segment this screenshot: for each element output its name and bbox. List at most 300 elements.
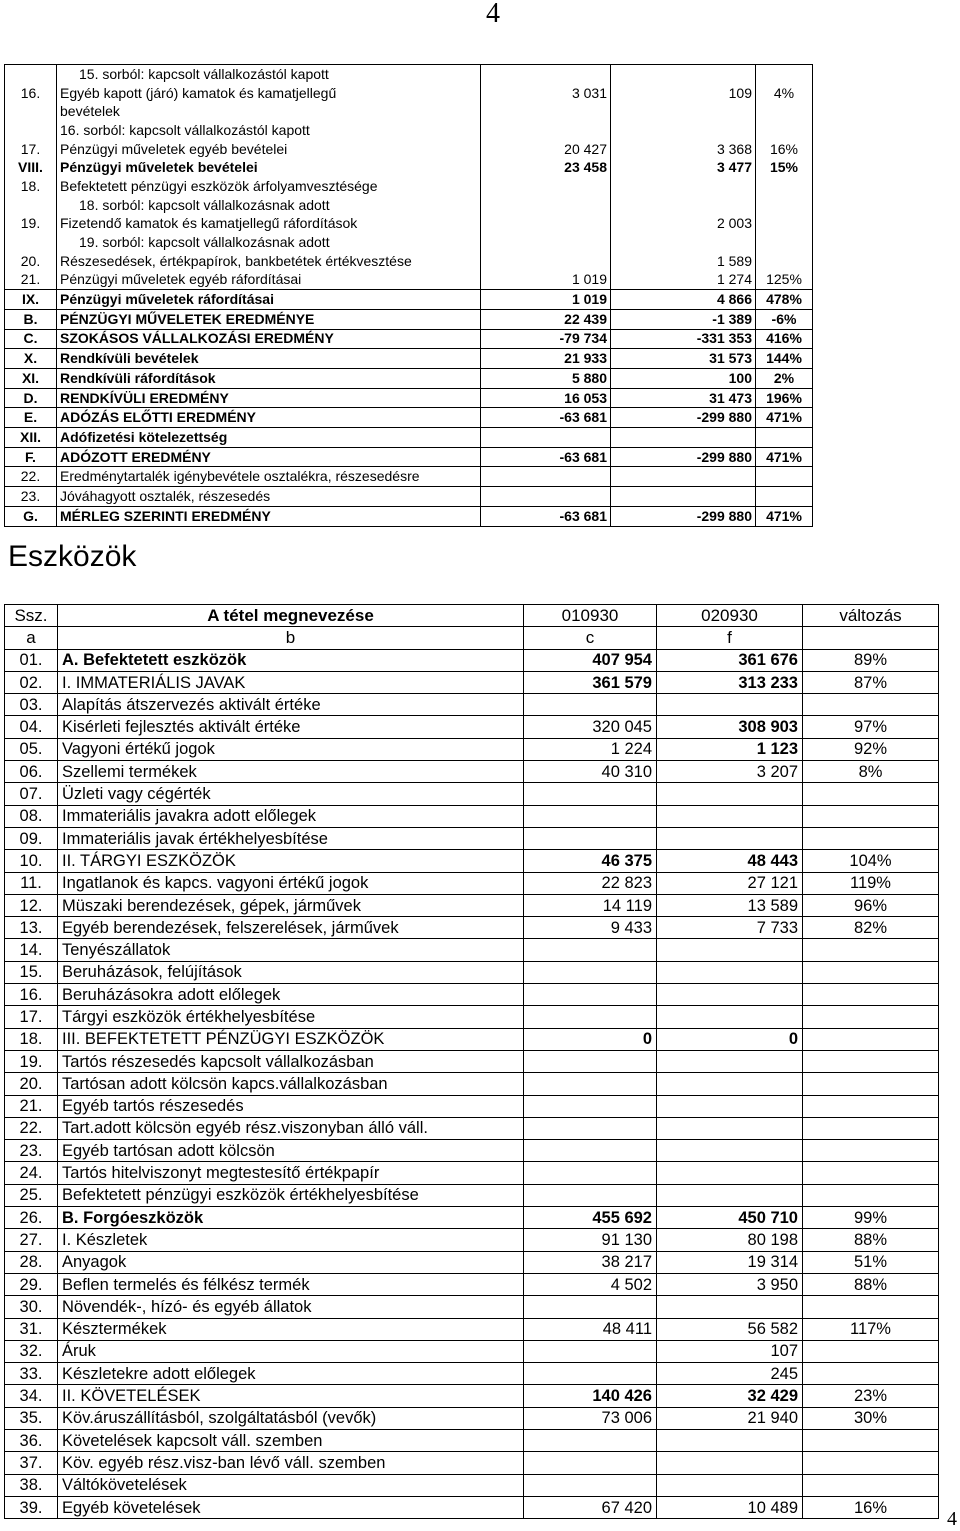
value-period-1	[481, 467, 611, 487]
value-period-2: 13 589	[657, 894, 803, 916]
row-label: Eredménytartalék igénybevétele osztalékra, részesedésre	[57, 467, 481, 487]
row-label: B. Forgóeszközök	[58, 1207, 524, 1229]
change-percent: 88%	[803, 1273, 939, 1295]
table-row	[5, 65, 813, 84]
change-percent	[756, 177, 813, 196]
row-label: Váltókövetelések	[58, 1474, 524, 1496]
table-row	[5, 329, 813, 349]
assets-table	[4, 604, 939, 1519]
value-period-1: -63 681	[481, 408, 611, 428]
row-label: Követelések kapcsolt váll. szemben	[58, 1429, 524, 1451]
value-period-2: -299 880	[611, 408, 756, 428]
financial-results-table	[4, 64, 813, 527]
change-percent: 99%	[803, 1207, 939, 1229]
table-row	[5, 1140, 939, 1162]
value-period-2: 308 903	[657, 716, 803, 738]
table-row	[5, 215, 813, 234]
value-period-1	[481, 233, 611, 252]
value-period-2	[657, 827, 803, 849]
change-percent	[756, 102, 813, 121]
table-row	[5, 1452, 939, 1474]
row-number: 04.	[5, 716, 58, 738]
row-label: PÉNZÜGYI MŰVELETEK EREDMÉNYE	[57, 309, 481, 329]
row-number	[5, 196, 57, 215]
change-percent	[803, 961, 939, 983]
value-period-2: 7 733	[657, 917, 803, 939]
value-period-2	[611, 121, 756, 140]
row-label: A. Befektetett eszközök	[58, 649, 524, 671]
table-row	[5, 121, 813, 140]
row-number: E.	[5, 408, 57, 428]
row-label: Késztermékek	[58, 1318, 524, 1340]
row-label: Pénzügyi műveletek bevételei	[57, 158, 481, 177]
row-label: II. TÁRGYI ESZKÖZÖK	[58, 850, 524, 872]
value-period-2	[611, 177, 756, 196]
row-number: 22.	[5, 467, 57, 487]
value-period-1: 0	[524, 1028, 657, 1050]
value-period-2: -1 389	[611, 309, 756, 329]
row-label: Adófizetési kötelezettség	[57, 428, 481, 448]
value-period-2: 1 589	[611, 252, 756, 271]
row-number: XII.	[5, 428, 57, 448]
row-number: 26.	[5, 1207, 58, 1229]
value-period-1: 14 119	[524, 894, 657, 916]
page-number: 4	[486, 0, 500, 29]
table-row	[5, 850, 939, 872]
row-number: D.	[5, 388, 57, 408]
value-period-2	[611, 428, 756, 448]
change-percent: 471%	[756, 408, 813, 428]
value-period-1: 40 310	[524, 761, 657, 783]
value-period-2	[657, 805, 803, 827]
row-label: ADÓZÁS ELŐTTI EREDMÉNY	[57, 408, 481, 428]
row-number: 07.	[5, 783, 58, 805]
letter-empty	[803, 627, 939, 649]
change-percent: 51%	[803, 1251, 939, 1273]
value-period-2: 31 573	[611, 349, 756, 369]
value-period-2: 3 368	[611, 140, 756, 159]
table-row	[5, 805, 939, 827]
value-period-2: 56 582	[657, 1318, 803, 1340]
table-row	[5, 761, 939, 783]
value-period-1: 1 019	[481, 290, 611, 310]
row-number: VIII.	[5, 158, 57, 177]
value-period-2: 10 489	[657, 1496, 803, 1518]
table-row	[5, 290, 813, 310]
row-number	[5, 121, 57, 140]
table-row	[5, 309, 813, 329]
change-percent	[756, 215, 813, 234]
row-label: Tart.adott kölcsön egyéb rész.viszonyban álló váll.	[58, 1117, 524, 1139]
row-number: 09.	[5, 827, 58, 849]
row-label: Anyagok	[58, 1251, 524, 1273]
value-period-1: 1 224	[524, 738, 657, 760]
table-row	[5, 694, 939, 716]
value-period-2	[657, 694, 803, 716]
row-number: C.	[5, 329, 57, 349]
value-period-2: 109	[611, 84, 756, 103]
header-ssz: Ssz.	[5, 605, 58, 627]
value-period-1	[524, 1073, 657, 1095]
row-number: F.	[5, 447, 57, 467]
table-row	[5, 428, 813, 448]
table-row	[5, 716, 939, 738]
row-number: 14.	[5, 939, 58, 961]
change-percent: 471%	[756, 506, 813, 526]
row-label: Üzleti vagy cégérték	[58, 783, 524, 805]
header-change: változás	[803, 605, 939, 627]
value-period-1	[524, 694, 657, 716]
value-period-2: -299 880	[611, 447, 756, 467]
row-label: Müszaki berendezések, gépek, járművek	[58, 894, 524, 916]
value-period-2: 1 123	[657, 738, 803, 760]
change-percent	[803, 1452, 939, 1474]
row-label: Növendék-, hízó- és egyéb állatok	[58, 1296, 524, 1318]
change-percent	[803, 984, 939, 1006]
value-period-2	[657, 1073, 803, 1095]
value-period-1	[524, 1095, 657, 1117]
row-label: Befektetett pénzügyi eszközök árfolyamvesztésége	[57, 177, 481, 196]
value-period-2	[657, 1452, 803, 1474]
table-row	[5, 1407, 939, 1429]
row-number: 18.	[5, 1028, 58, 1050]
value-period-1: 1 019	[481, 271, 611, 290]
value-period-2	[657, 1006, 803, 1028]
table-row	[5, 1363, 939, 1385]
row-label: Egyéb kapott (járó) kamatok és kamatjellegű	[57, 84, 481, 103]
change-percent	[803, 1050, 939, 1072]
change-percent	[803, 1073, 939, 1095]
table-row	[5, 894, 939, 916]
change-percent	[803, 1474, 939, 1496]
row-number: 28.	[5, 1251, 58, 1273]
value-period-1: 21 933	[481, 349, 611, 369]
row-number: 33.	[5, 1363, 58, 1385]
value-period-2	[657, 961, 803, 983]
change-percent	[803, 805, 939, 827]
row-label: 18. sorból: kapcsolt vállalkozásnak adott	[57, 196, 481, 215]
value-period-1	[481, 252, 611, 271]
table-row	[5, 917, 939, 939]
table-row	[5, 671, 939, 693]
table-row	[5, 1028, 939, 1050]
table-row	[5, 1273, 939, 1295]
value-period-1: -63 681	[481, 447, 611, 467]
change-percent: 16%	[756, 140, 813, 159]
table-row	[5, 939, 939, 961]
change-percent	[803, 1095, 939, 1117]
value-period-2: 32 429	[657, 1385, 803, 1407]
change-percent	[803, 1363, 939, 1385]
value-period-1	[524, 1184, 657, 1206]
row-number: 23.	[5, 487, 57, 507]
value-period-2	[611, 102, 756, 121]
row-number: 12.	[5, 894, 58, 916]
value-period-2: 3 477	[611, 158, 756, 177]
value-period-2: 107	[657, 1340, 803, 1362]
row-label: I. Készletek	[58, 1229, 524, 1251]
table-row	[5, 1318, 939, 1340]
table-row	[5, 84, 813, 103]
value-period-1	[524, 1162, 657, 1184]
change-percent	[756, 121, 813, 140]
header-period-1: 010930	[524, 605, 657, 627]
row-label: MÉRLEG SZERINTI EREDMÉNY	[57, 506, 481, 526]
change-percent: 97%	[803, 716, 939, 738]
table-row	[5, 140, 813, 159]
table-row	[5, 649, 939, 671]
value-period-1: 455 692	[524, 1207, 657, 1229]
table-row	[5, 1095, 939, 1117]
row-number: G.	[5, 506, 57, 526]
row-label: Részesedések, értékpapírok, bankbetétek értékvesztése	[57, 252, 481, 271]
value-period-1	[524, 1050, 657, 1072]
table-row	[5, 233, 813, 252]
assets-letter-row	[5, 627, 939, 649]
change-percent	[756, 196, 813, 215]
value-period-2: 27 121	[657, 872, 803, 894]
row-number: 11.	[5, 872, 58, 894]
row-label: Jóváhagyott osztalék, részesedés	[57, 487, 481, 507]
value-period-1	[524, 1006, 657, 1028]
change-percent: 119%	[803, 872, 939, 894]
value-period-1	[524, 1363, 657, 1385]
change-percent	[756, 467, 813, 487]
change-percent	[803, 694, 939, 716]
row-label: Egyéb berendezések, felszerelések, járművek	[58, 917, 524, 939]
value-period-2	[657, 1162, 803, 1184]
row-label: Rendkívüli bevételek	[57, 349, 481, 369]
change-percent	[803, 1006, 939, 1028]
value-period-2: 2 003	[611, 215, 756, 234]
change-percent	[803, 827, 939, 849]
value-period-2: 80 198	[657, 1229, 803, 1251]
value-period-2	[657, 1117, 803, 1139]
row-number: 21.	[5, 271, 57, 290]
value-period-1: 23 458	[481, 158, 611, 177]
section-title: Eszközök	[8, 540, 137, 573]
change-percent: 125%	[756, 271, 813, 290]
row-number: 17.	[5, 140, 57, 159]
value-period-2	[657, 1050, 803, 1072]
row-number: 32.	[5, 1340, 58, 1362]
value-period-2	[611, 233, 756, 252]
row-label: ADÓZOTT EREDMÉNY	[57, 447, 481, 467]
row-number: 30.	[5, 1296, 58, 1318]
table-row	[5, 961, 939, 983]
value-period-2	[611, 467, 756, 487]
value-period-2: 450 710	[657, 1207, 803, 1229]
value-period-1: 140 426	[524, 1385, 657, 1407]
value-period-2	[657, 1140, 803, 1162]
table-row	[5, 369, 813, 389]
table-row	[5, 271, 813, 290]
row-number: 38.	[5, 1474, 58, 1496]
value-period-1: -79 734	[481, 329, 611, 349]
page-number-bottom: 4	[947, 1508, 957, 1530]
row-label: Kisérleti fejlesztés aktivált értéke	[58, 716, 524, 738]
value-period-1: 67 420	[524, 1496, 657, 1518]
value-period-1: 73 006	[524, 1407, 657, 1429]
row-number: 08.	[5, 805, 58, 827]
row-number: 02.	[5, 671, 58, 693]
row-label: III. BEFEKTETETT PÉNZÜGYI ESZKÖZÖK	[58, 1028, 524, 1050]
row-label: Ingatlanok és kapcs. vagyoni értékű jogok	[58, 872, 524, 894]
row-number: 19.	[5, 215, 57, 234]
value-period-2	[611, 487, 756, 507]
change-percent	[756, 428, 813, 448]
row-label: Köv. egyéb rész.visz-ban lévő váll. szemben	[58, 1452, 524, 1474]
value-period-1	[481, 121, 611, 140]
value-period-1: 4 502	[524, 1273, 657, 1295]
row-label: Köv.áruszállításból, szolgáltatásból (vevők)	[58, 1407, 524, 1429]
row-number: 19.	[5, 1050, 58, 1072]
row-label: Pénzügyi műveletek egyéb bevételei	[57, 140, 481, 159]
value-period-2	[657, 984, 803, 1006]
change-percent: 144%	[756, 349, 813, 369]
row-label: SZOKÁSOS VÁLLALKOZÁSI EREDMÉNY	[57, 329, 481, 349]
change-percent	[803, 1028, 939, 1050]
row-label: Tenyészállatok	[58, 939, 524, 961]
value-period-1	[524, 961, 657, 983]
value-period-2: 4 866	[611, 290, 756, 310]
value-period-1	[524, 1117, 657, 1139]
change-percent: 82%	[803, 917, 939, 939]
value-period-1: 91 130	[524, 1229, 657, 1251]
table-row	[5, 349, 813, 369]
row-label: bevételek	[57, 102, 481, 121]
table-row	[5, 177, 813, 196]
table-row	[5, 102, 813, 121]
value-period-2: 100	[611, 369, 756, 389]
row-number	[5, 102, 57, 121]
value-period-2: 3 207	[657, 761, 803, 783]
row-label: 19. sorból: kapcsolt vállalkozásnak adott	[57, 233, 481, 252]
value-period-1	[524, 1474, 657, 1496]
value-period-2: -331 353	[611, 329, 756, 349]
row-label: Beruházásokra adott előlegek	[58, 984, 524, 1006]
row-label: RENDKÍVÜLI EREDMÉNY	[57, 388, 481, 408]
value-period-1	[524, 1429, 657, 1451]
row-label: Rendkívüli ráfordítások	[57, 369, 481, 389]
table-row	[5, 783, 939, 805]
table-row	[5, 738, 939, 760]
value-period-2: 1 274	[611, 271, 756, 290]
table-row	[5, 1006, 939, 1028]
row-number: XI.	[5, 369, 57, 389]
row-label: Készletekre adott előlegek	[58, 1363, 524, 1385]
row-label: II. KÖVETELÉSEK	[58, 1385, 524, 1407]
value-period-1	[481, 102, 611, 121]
change-percent: 104%	[803, 850, 939, 872]
change-percent	[756, 65, 813, 84]
row-number: X.	[5, 349, 57, 369]
value-period-1: 361 579	[524, 671, 657, 693]
row-label: Befektetett pénzügyi eszközök értékhelyesbítése	[58, 1184, 524, 1206]
table-row	[5, 1474, 939, 1496]
letter-f: f	[657, 627, 803, 649]
letter-a: a	[5, 627, 58, 649]
value-period-1: 16 053	[481, 388, 611, 408]
change-percent: 30%	[803, 1407, 939, 1429]
value-period-1	[481, 196, 611, 215]
table-row	[5, 1162, 939, 1184]
row-label: Fizetendő kamatok és kamatjellegű ráfordítások	[57, 215, 481, 234]
header-period-2: 020930	[657, 605, 803, 627]
row-label: Alapítás átszervezés aktivált értéke	[58, 694, 524, 716]
value-period-1: 22 823	[524, 872, 657, 894]
change-percent: 15%	[756, 158, 813, 177]
value-period-1	[481, 428, 611, 448]
value-period-1: 22 439	[481, 309, 611, 329]
row-number: 17.	[5, 1006, 58, 1028]
table-row	[5, 1429, 939, 1451]
value-period-1	[524, 783, 657, 805]
value-period-2: 3 950	[657, 1273, 803, 1295]
value-period-2: 0	[657, 1028, 803, 1050]
table-row	[5, 1207, 939, 1229]
row-number	[5, 233, 57, 252]
value-period-1	[481, 65, 611, 84]
row-number: B.	[5, 309, 57, 329]
change-percent: 4%	[756, 84, 813, 103]
table-row	[5, 1117, 939, 1139]
value-period-1	[524, 939, 657, 961]
value-period-2: 48 443	[657, 850, 803, 872]
row-number: 22.	[5, 1117, 58, 1139]
table-row	[5, 447, 813, 467]
row-label: Vagyoni értékű jogok	[58, 738, 524, 760]
letter-c: c	[524, 627, 657, 649]
row-number: 24.	[5, 1162, 58, 1184]
table-row	[5, 872, 939, 894]
letter-b: b	[58, 627, 524, 649]
value-period-2: 31 473	[611, 388, 756, 408]
row-number: 06.	[5, 761, 58, 783]
value-period-1	[481, 215, 611, 234]
value-period-1: 407 954	[524, 649, 657, 671]
assets-header-row	[5, 605, 939, 627]
value-period-2: 19 314	[657, 1251, 803, 1273]
table-row	[5, 984, 939, 1006]
value-period-1: 5 880	[481, 369, 611, 389]
change-percent: 23%	[803, 1385, 939, 1407]
table-row	[5, 487, 813, 507]
row-label: Beflen termelés és félkész termék	[58, 1273, 524, 1295]
value-period-1: 3 031	[481, 84, 611, 103]
table-row	[5, 196, 813, 215]
change-percent: 88%	[803, 1229, 939, 1251]
table-row	[5, 252, 813, 271]
change-percent	[803, 1429, 939, 1451]
value-period-2: -299 880	[611, 506, 756, 526]
value-period-1	[524, 984, 657, 1006]
table-row	[5, 1073, 939, 1095]
row-number: 31.	[5, 1318, 58, 1340]
row-number: IX.	[5, 290, 57, 310]
change-percent: 471%	[756, 447, 813, 467]
row-number: 34.	[5, 1385, 58, 1407]
value-period-1	[524, 1340, 657, 1362]
table-row	[5, 1296, 939, 1318]
change-percent	[803, 1162, 939, 1184]
row-number: 37.	[5, 1452, 58, 1474]
table-row	[5, 1050, 939, 1072]
row-number: 18.	[5, 177, 57, 196]
value-period-1	[481, 487, 611, 507]
row-number: 16.	[5, 984, 58, 1006]
value-period-2	[657, 783, 803, 805]
